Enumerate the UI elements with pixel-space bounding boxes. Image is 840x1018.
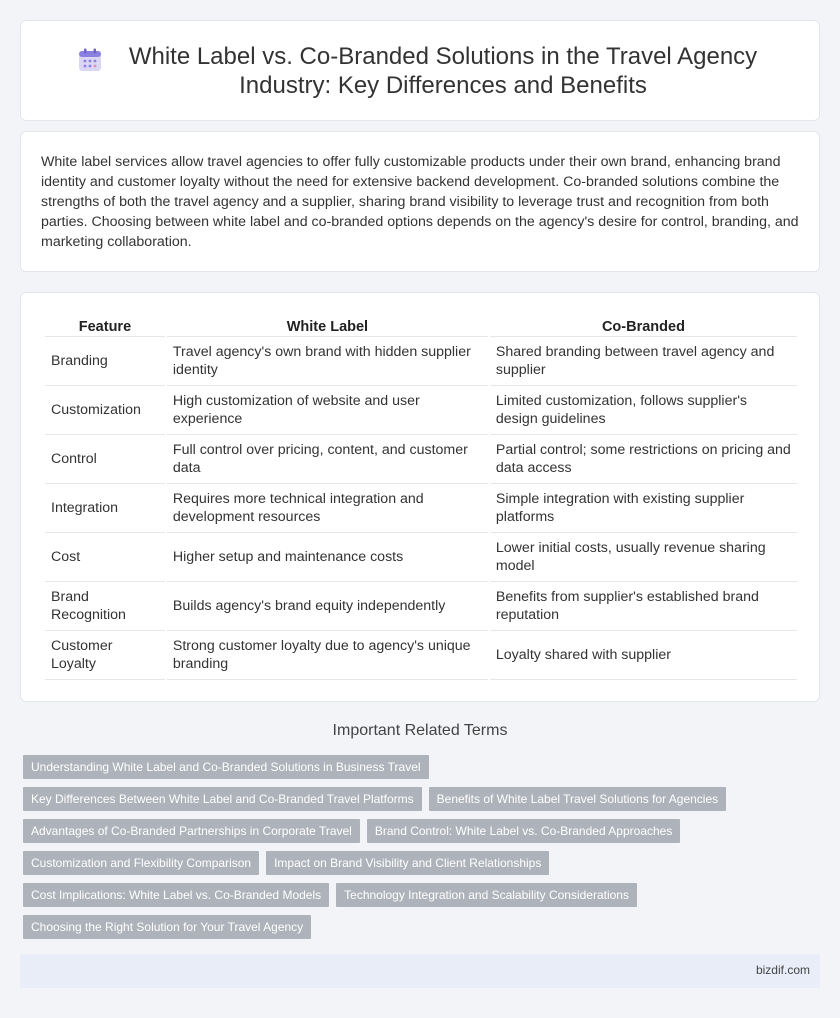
table-row: [45, 582, 797, 631]
table-row: [45, 484, 797, 533]
table-row: [45, 337, 797, 386]
feature-cell: Integration: [45, 484, 165, 533]
related-term-link[interactable]: Brand Control: White Label vs. Co-Branded Approaches: [367, 819, 681, 843]
calendar-icon: [77, 47, 103, 73]
related-term-link[interactable]: Technology Integration and Scalability Considerations: [336, 883, 637, 907]
table-row: [45, 533, 797, 582]
related-term-link[interactable]: Benefits of White Label Travel Solutions for Agencies: [429, 787, 727, 811]
related-term-link[interactable]: Understanding White Label and Co-Branded Solutions in Business Travel: [23, 755, 429, 779]
co-branded-cell: Lower initial costs, usually revenue sharing model: [490, 533, 797, 582]
intro-text: White label services allow travel agencies to offer fully customizable products under their own brand, enhancing brand identity and customer loyalty without the need for extensive backend development. Co-branded solutions combine the strengths of both the travel agency and a supplier, sharing brand visibility to leverage trust and recognition from both parties. Choosing between white label and co-branded options depends on the agency's desire for control, branding, and marketing collaboration.: [41, 154, 799, 250]
white-label-cell: High customization of website and user experience: [167, 386, 488, 435]
white-label-cell: Full control over pricing, content, and customer data: [167, 435, 488, 484]
footer-site-link[interactable]: bizdif.com: [755, 963, 810, 977]
table-row: [45, 386, 797, 435]
feature-cell: Customization: [45, 386, 165, 435]
co-branded-cell: Partial control; some restrictions on pricing and data access: [490, 435, 797, 484]
white-label-cell: Travel agency's own brand with hidden supplier identity: [167, 337, 488, 386]
related-terms-title: Important Related Terms: [332, 722, 508, 739]
header-feature: Feature: [45, 313, 165, 337]
white-label-cell: Builds agency's brand equity independently: [167, 582, 488, 631]
co-branded-cell: Simple integration with existing supplier platforms: [490, 484, 797, 533]
white-label-cell: Requires more technical integration and development resources: [167, 484, 488, 533]
header-card: [20, 20, 820, 121]
comparison-card: [20, 292, 820, 702]
header-co-branded: Co-Branded: [490, 313, 797, 337]
co-branded-cell: Benefits from supplier's established brand reputation: [490, 582, 797, 631]
table-row: [45, 435, 797, 484]
feature-cell: Control: [45, 435, 165, 484]
related-term-link[interactable]: Customization and Flexibility Comparison: [23, 851, 259, 875]
table-header-row: [45, 313, 797, 337]
page-title: White Label vs. Co-Branded Solutions in the Travel Agency Industry: Key Differences and Benefits: [128, 42, 758, 99]
header-white-label: White Label: [167, 313, 488, 337]
co-branded-cell: Limited customization, follows supplier's design guidelines: [490, 386, 797, 435]
co-branded-cell: Loyalty shared with supplier: [490, 631, 797, 680]
related-term-link[interactable]: Advantages of Co-Branded Partnerships in Corporate Travel: [23, 819, 360, 843]
related-term-link[interactable]: Cost Implications: White Label vs. Co-Branded Models: [23, 883, 329, 907]
related-term-link[interactable]: Impact on Brand Visibility and Client Relationships: [266, 851, 549, 875]
related-terms-list: [23, 755, 823, 947]
feature-cell: Branding: [45, 337, 165, 386]
footer: [20, 954, 820, 988]
feature-cell: Brand Recognition: [45, 582, 165, 631]
white-label-cell: Higher setup and maintenance costs: [167, 533, 488, 582]
intro-card: [20, 131, 820, 272]
comparison-table: [43, 313, 799, 680]
co-branded-cell: Shared branding between travel agency and supplier: [490, 337, 797, 386]
feature-cell: Customer Loyalty: [45, 631, 165, 680]
related-term-link[interactable]: Key Differences Between White Label and Co-Branded Travel Platforms: [23, 787, 422, 811]
white-label-cell: Strong customer loyalty due to agency's unique branding: [167, 631, 488, 680]
table-row: [45, 631, 797, 680]
feature-cell: Cost: [45, 533, 165, 582]
related-term-link[interactable]: Choosing the Right Solution for Your Travel Agency: [23, 915, 311, 939]
